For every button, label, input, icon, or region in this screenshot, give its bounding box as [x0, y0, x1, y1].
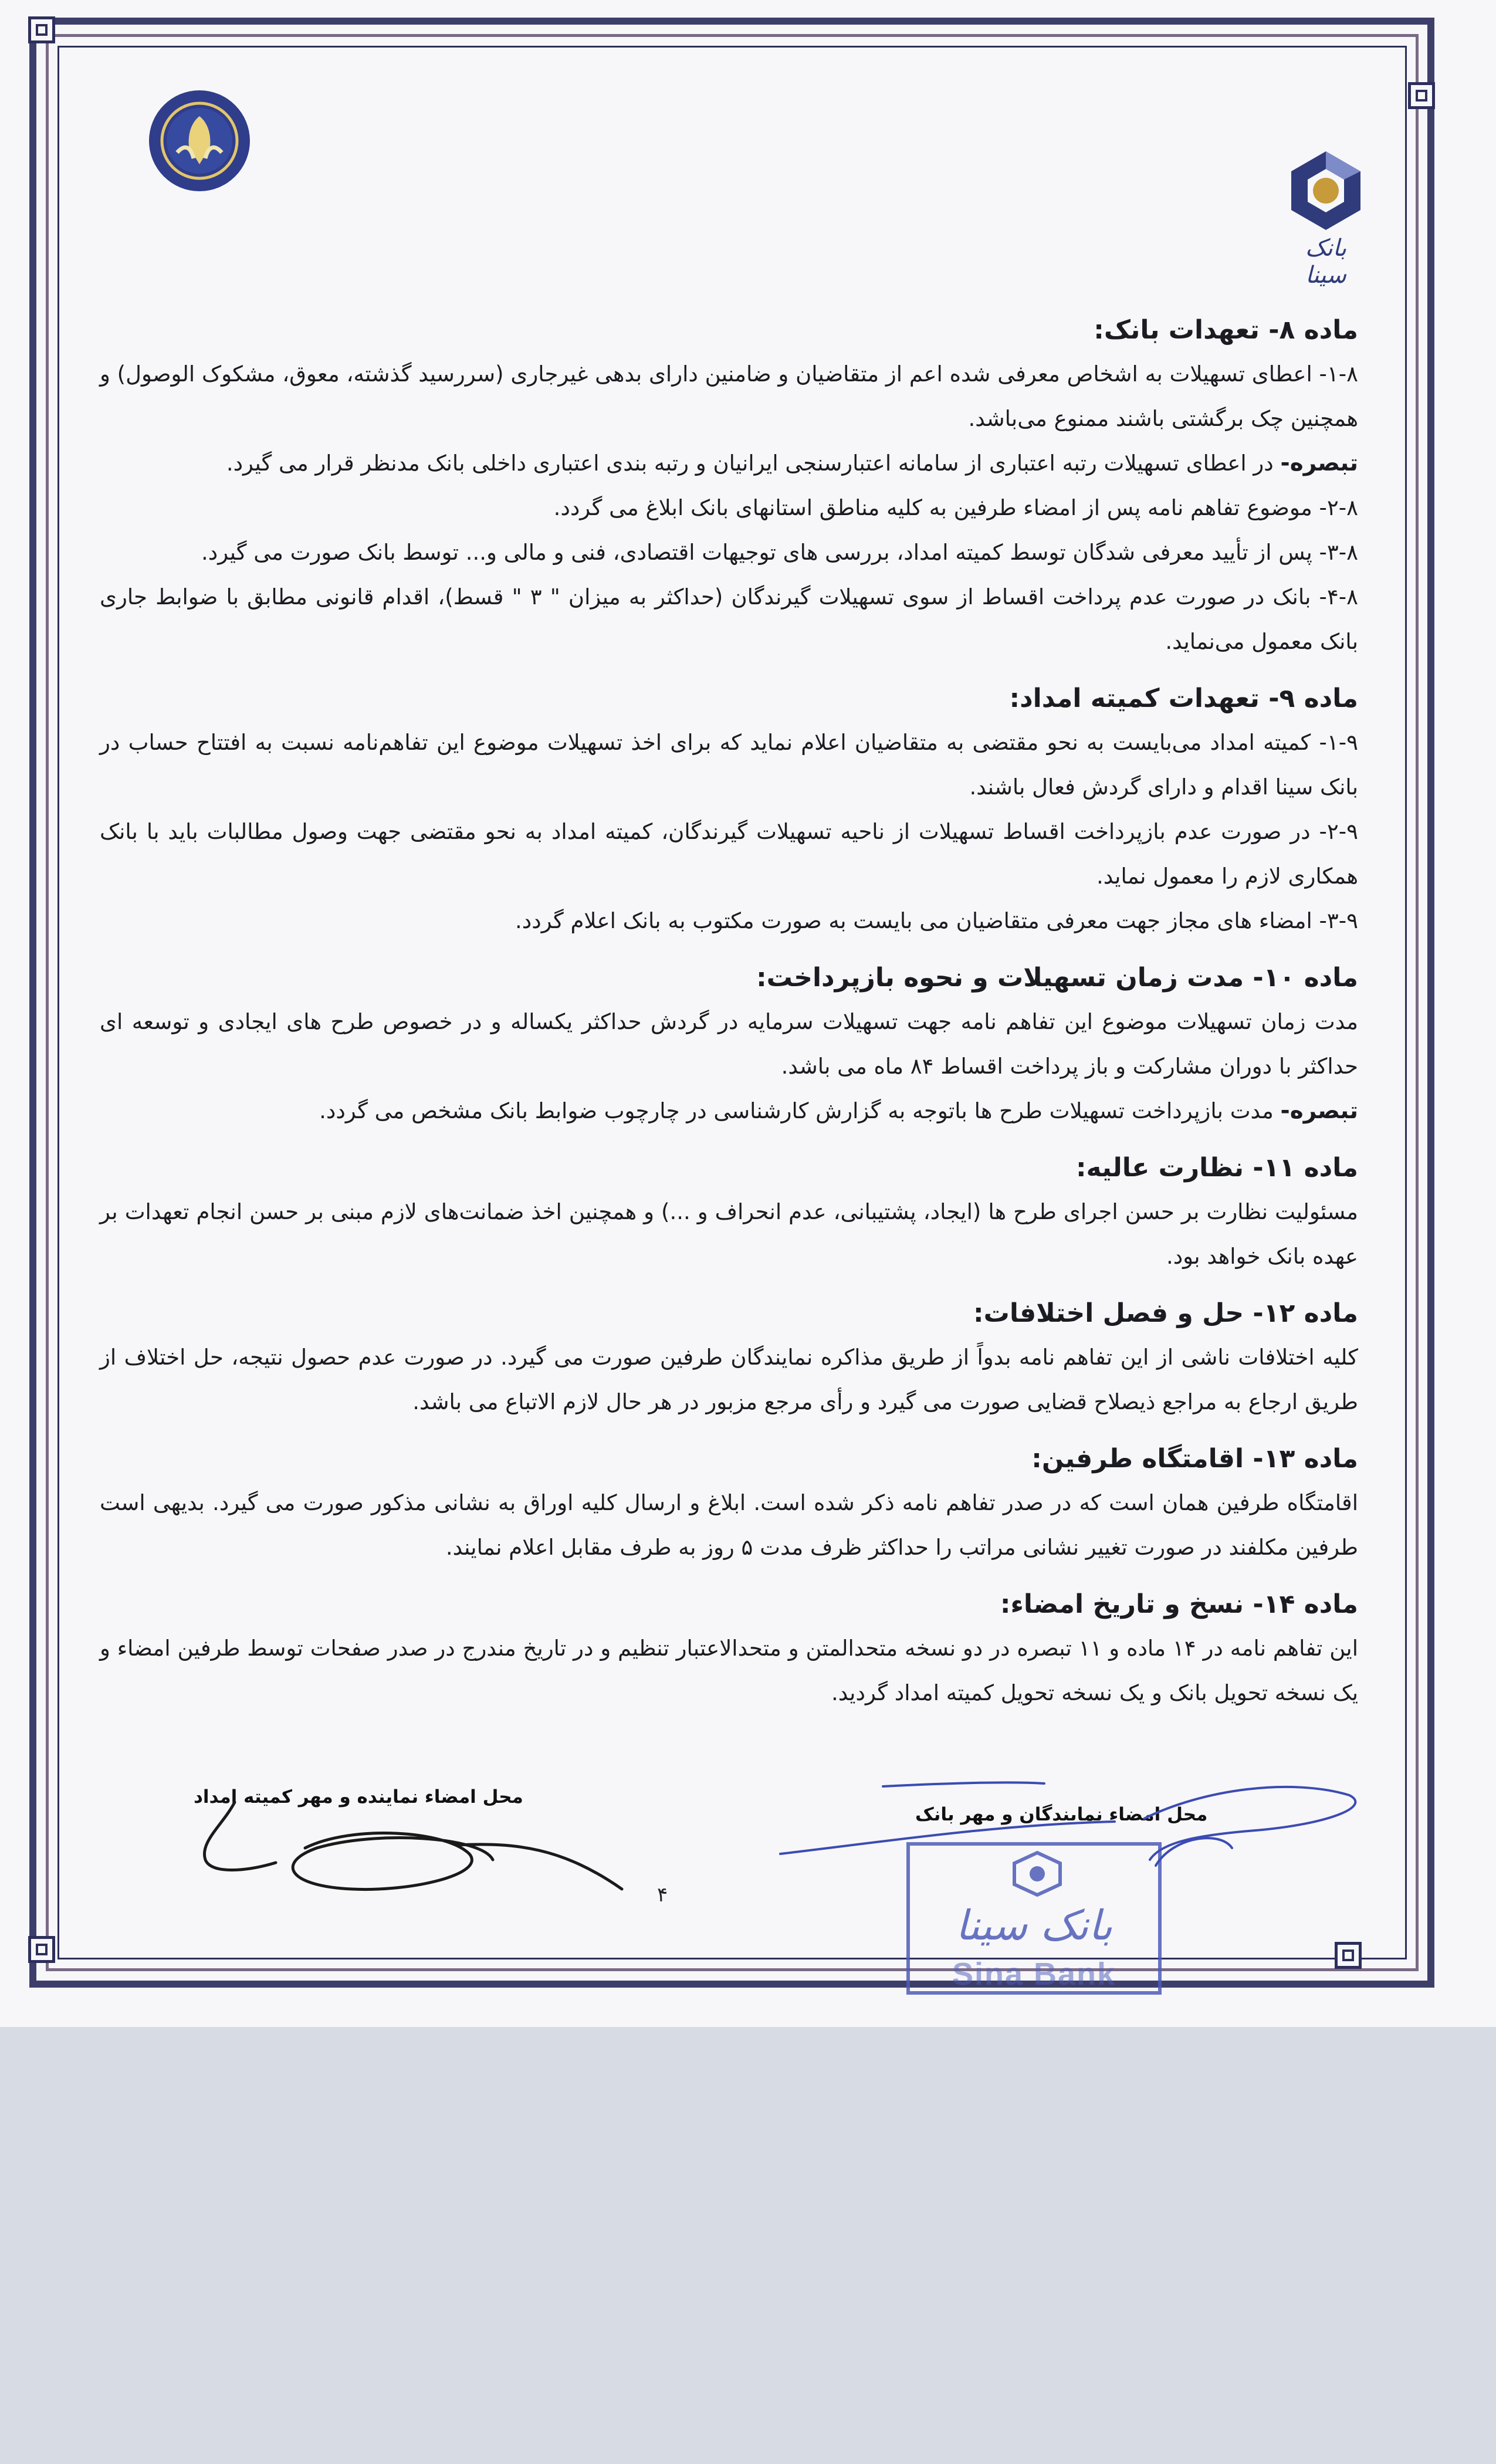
article-9 [100, 677, 1358, 943]
article-8 [100, 309, 1358, 664]
clause: ۲-۹- در صورت عدم بازپرداخت اقساط تسهیلات از ناحیه تسهیلات گیرندگان، کمیته امداد به نحو مقتضی جهت وصول مطالبات باید با بانک همکاری لازم را معمول نماید. [100, 819, 1358, 889]
clause: مدت زمان تسهیلات موضوع این تفاهم نامه جهت تسهیلات سرمایه در گردش حداکثر یکساله و در خصوص طرح های ایجادی و توسعه ای حداکثر با دوران مشارکت و باز پرداخت اقساط ۸۴ ماه می باشد. [100, 1009, 1358, 1079]
article-14 [100, 1583, 1358, 1715]
article-10 [100, 956, 1358, 1133]
border-corner-ornament [1408, 82, 1435, 109]
article-heading: ماده ۱۰- مدت زمان تسهیلات و نحوه بازپرداخت: [756, 963, 1358, 993]
article-heading: ماده ۱۱- نظارت عالیه: [1075, 1153, 1358, 1183]
border-corner-ornament [1335, 1942, 1362, 1969]
emdad-committee-logo [147, 88, 252, 194]
clause: ۳-۹- امضاء های مجاز جهت معرفی متقاضیان می بایست به صورت مکتوب به بانک اعلام گردد. [515, 908, 1358, 933]
article-11 [100, 1146, 1358, 1279]
clause: ۳-۸- پس از تأیید معرفی شدگان توسط کمیته امداد، بررسی های توجیهات اقتصادی، فنی و مالی و... توسط بانک صورت می گیرد. [201, 540, 1358, 565]
sina-bank-mark-icon [1282, 147, 1370, 235]
article-heading: ماده ۱۴- نسخ و تاریخ امضاء: [1000, 1589, 1358, 1619]
article-heading: ماده ۱۳- اقامتگاه طرفین: [1031, 1444, 1358, 1474]
sina-bank-logo-text: بانک سینا [1305, 235, 1347, 289]
article-heading: ماده ۱۲- حل و فصل اختلافات: [973, 1298, 1358, 1328]
bank-signature-label: محل امضاء نمایندگان و مهر بانک [915, 1804, 1208, 1825]
note-text: در اعطای تسهیلات رتبه اعتباری از سامانه اعتبارسنجی ایرانیان و رتبه بندی اعتباری داخلی بانک مدنظر قرار می گیرد. [226, 451, 1281, 476]
article-heading: ماده ۸- تعهدات بانک: [1094, 315, 1358, 345]
note-label: تبصره- [1280, 1098, 1358, 1124]
article-heading: ماده ۹- تعهدات کمیته امداد: [1009, 683, 1358, 713]
clause: این تفاهم نامه در ۱۴ ماده و ۱۱ تبصره در دو نسخه متحدالمتن و متحدالاعتبار تنظیم و در تاریخ مندرج در صدر صفحات توسط طرفین امضاء و یک نسخه تحویل بانک و یک نسخه تحویل کمیته امداد گردید. [100, 1636, 1358, 1705]
clause: ۱-۸- اعطای تسهیلات به اشخاص معرفی شده اعم از متقاضیان و ضامنین دارای بدهی غیرجاری (سررسید گذشته، معوق، مشکوک الوصول) و همچنین چک برگشتی باشند ممنوع می‌باشد. [100, 361, 1358, 431]
stamp-text: بانک سینا [955, 1901, 1113, 1949]
border-corner-ornament [28, 1936, 55, 1963]
note-text: مدت بازپرداخت تسهیلات طرح ها باتوجه به گزارش کارشناسی در چارچوب ضوابط بانک مشخص می گردد. [319, 1098, 1281, 1123]
sina-bank-logo [1282, 147, 1370, 289]
note-label: تبصره- [1280, 450, 1358, 476]
stamp-latin-text: Sina Bank [952, 1957, 1116, 1992]
note [100, 1089, 1358, 1133]
clause: کلیه اختلافات ناشی از این تفاهم نامه بدواً از طریق مذاکره نمایندگان طرفین صورت می گیرد. در صورت عدم حصول نتیجه، حل اختلاف از طریق ارجاع به مراجع ذیصلاح قضایی صورت می گیرد و رأی مرجع مزبور در هر حال لازم الاتباع می باشد. [100, 1345, 1358, 1414]
page-number: ۴ [657, 1883, 668, 1907]
document-body [100, 305, 1358, 1728]
article-12 [100, 1292, 1358, 1424]
border-corner-ornament [28, 16, 55, 43]
clause: ۲-۸- موضوع تفاهم نامه پس از امضاء طرفین به کلیه مناطق استانهای بانک ابلاغ می گردد. [553, 495, 1358, 520]
clause: ۴-۸- بانک در صورت عدم پرداخت اقساط از سوی تسهیلات گیرندگان (حداکثر به میزان " ۳ " قسط)، اقدام قانونی مطابق با ضوابط جاری بانک معمول می‌نماید. [100, 584, 1358, 654]
article-13 [100, 1437, 1358, 1570]
clause: ۱-۹- کمیته امداد می‌بایست به نحو مقتضی به متقاضیان اعلام نماید که برای اخذ تسهیلات موضوع این تفاهم‌نامه نسبت به افتتاح حساب در بانک سینا اقدام و دارای گردش فعال باشند. [100, 730, 1358, 800]
clause: اقامتگاه طرفین همان است که در صدر تفاهم نامه ذکر شده است. ابلاغ و ارسال کلیه اوراق به نشانی مذکور صورت می گیرد. بدیهی است طرفین مکلفند در صورت تغییر نشانی مراتب را حداکثر ظرف مدت ۵ روز به طرف مقابل اعلام نمایند. [100, 1490, 1358, 1560]
clause: مسئولیت نظارت بر حسن اجرای طرح ها (ایجاد، پشتیبانی، عدم انحراف و ...) و همچنین اخذ ضمانت‌های لازم مبنی بر حسن انجام تعهدات بر عهده بانک خواهد بود. [100, 1199, 1358, 1269]
emdad-signature-label: محل امضاء نماینده و مهر کمیته امداد [194, 1786, 523, 1808]
note [100, 441, 1358, 486]
